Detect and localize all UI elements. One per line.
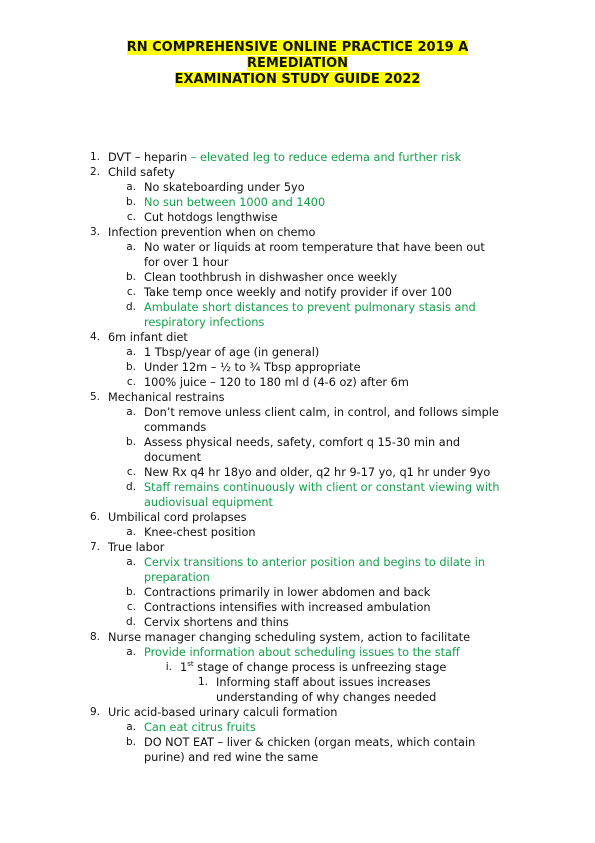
text-segment: understanding of why changes needed (216, 691, 437, 704)
text-segment: Contractions intensifies with increased ambulation (144, 601, 431, 614)
list-text (144, 720, 256, 735)
highlighted-answer-text: respiratory infections (144, 316, 265, 329)
list-text (144, 555, 485, 570)
list-marker: 1. (89, 151, 100, 163)
list-text (144, 525, 256, 540)
list-line (0, 150, 595, 165)
highlighted-answer-text: Can eat citrus fruits (144, 721, 256, 734)
list-marker: d. (125, 301, 136, 313)
list-text (144, 750, 318, 765)
list-line (0, 270, 595, 285)
text-segment: 1 Tbsp/year of age (in general) (144, 346, 320, 359)
text-segment: No water or liquids at room temperature that have been out (144, 241, 485, 254)
list-text (144, 450, 201, 465)
list-text (108, 165, 175, 180)
list-line (0, 180, 595, 195)
study-guide-list (0, 150, 595, 765)
list-line (0, 300, 595, 315)
list-marker: c. (126, 376, 136, 388)
text-segment: Take temp once weekly and notify provider if over 100 (144, 286, 452, 299)
list-line (0, 675, 595, 690)
text-segment: Child safety (108, 166, 175, 179)
list-line (0, 330, 595, 345)
list-line (0, 435, 595, 450)
list-text (144, 615, 289, 630)
list-marker: a. (126, 181, 136, 193)
list-text (180, 660, 446, 675)
list-line (0, 420, 595, 435)
list-text (108, 705, 337, 720)
list-line (0, 240, 595, 255)
list-text (144, 285, 452, 300)
list-marker: b. (125, 736, 136, 748)
list-line (0, 465, 595, 480)
list-marker: i. (165, 661, 172, 673)
highlighted-answer-text: No sun between 1000 and 1400 (144, 196, 326, 209)
list-text (144, 735, 475, 750)
list-text (108, 330, 188, 345)
list-line (0, 405, 595, 420)
list-text (144, 300, 476, 315)
text-segment: Don’t remove unless client calm, in control, and follows simple (144, 406, 499, 419)
list-line (0, 315, 595, 330)
text-segment: Nurse manager changing scheduling system, action to facilitate (108, 631, 471, 644)
list-line (0, 495, 595, 510)
text-segment: DVT – heparin (108, 151, 191, 164)
list-line (0, 255, 595, 270)
text-segment: True labor (108, 541, 165, 554)
list-line (0, 345, 595, 360)
list-text (144, 195, 325, 210)
list-line (0, 630, 595, 645)
list-text (144, 600, 431, 615)
list-text (144, 210, 278, 225)
title-line-1: RN COMPREHENSIVE ONLINE PRACTICE 2019 A (126, 40, 469, 55)
text-segment: Umbilical cord prolapses (108, 511, 247, 524)
list-text (144, 255, 229, 270)
list-line (0, 210, 595, 225)
text-segment: st (187, 660, 194, 669)
highlighted-answer-text: Ambulate short distances to prevent pulmonary stasis and (144, 301, 476, 314)
text-segment: Uric acid-based urinary calculi formation (108, 706, 338, 719)
list-line (0, 660, 595, 675)
text-segment: for over 1 hour (144, 256, 229, 269)
text-segment: New Rx q4 hr 18yo and older, q2 hr 9-17 yo, q1 hr under 9yo (144, 466, 491, 479)
list-line (0, 525, 595, 540)
list-text (108, 150, 461, 165)
list-marker: a. (126, 556, 136, 568)
text-segment: Knee-chest position (144, 526, 256, 539)
list-text (144, 570, 210, 585)
list-text (144, 270, 397, 285)
highlighted-answer-text: Provide information about scheduling issues to the staff (144, 646, 460, 659)
list-line (0, 390, 595, 405)
list-marker: 5. (89, 391, 100, 403)
text-segment: Mechanical restrains (108, 391, 225, 404)
text-segment: stage of change process is unfreezing stage (193, 661, 447, 674)
list-text (108, 540, 164, 555)
list-marker: c. (126, 211, 136, 223)
list-text (216, 690, 436, 705)
list-marker: b. (125, 361, 136, 373)
highlighted-answer-text: Cervix transitions to anterior position and begins to dilate in (144, 556, 486, 569)
highlighted-answer-text: preparation (144, 571, 210, 584)
list-text (144, 495, 273, 510)
list-marker: c. (126, 601, 136, 613)
list-line (0, 225, 595, 240)
list-marker: 4. (89, 331, 100, 343)
list-line (0, 705, 595, 720)
text-segment: Contractions primarily in lower abdomen and back (144, 586, 431, 599)
list-marker: a. (126, 526, 136, 538)
list-marker: a. (126, 406, 136, 418)
list-text (216, 675, 431, 690)
text-segment: commands (144, 421, 207, 434)
text-segment: DO NOT EAT – liver & chicken (organ meats, which contain (144, 736, 476, 749)
list-line (0, 450, 595, 465)
list-line (0, 285, 595, 300)
text-segment: purine) and red wine the same (144, 751, 319, 764)
highlighted-answer-text: audiovisual equipment (144, 496, 273, 509)
document-title (0, 40, 595, 88)
list-text (108, 510, 247, 525)
list-marker: 3. (89, 226, 100, 238)
list-marker: b. (125, 271, 136, 283)
text-segment: 100% juice – 120 to 180 ml d (4-6 oz) after 6m (144, 376, 409, 389)
list-line (0, 555, 595, 570)
text-segment: No skateboarding under 5yo (144, 181, 305, 194)
text-segment: Infection prevention when on chemo (108, 226, 316, 239)
title-line-3: EXAMINATION STUDY GUIDE 2022 (174, 72, 421, 87)
list-text (144, 345, 319, 360)
list-line (0, 690, 595, 705)
list-text (144, 180, 305, 195)
list-marker: 6. (89, 511, 100, 523)
list-marker: c. (126, 466, 136, 478)
text-segment: Cut hotdogs lengthwise (144, 211, 278, 224)
list-text (144, 465, 490, 480)
list-text (108, 225, 315, 240)
list-line (0, 600, 595, 615)
list-line (0, 570, 595, 585)
text-segment: 6m infant diet (108, 331, 188, 344)
list-line (0, 360, 595, 375)
list-text (144, 420, 206, 435)
text-segment: 1 (180, 661, 188, 674)
list-line (0, 195, 595, 210)
text-segment: document (144, 451, 201, 464)
list-marker: d. (125, 481, 136, 493)
list-marker: 7. (89, 541, 100, 553)
list-text (144, 480, 500, 495)
list-text (144, 315, 264, 330)
list-marker: c. (126, 286, 136, 298)
text-segment: Assess physical needs, safety, comfort q 15-30 min and (144, 436, 461, 449)
list-line (0, 480, 595, 495)
text-segment: Cervix shortens and thins (144, 616, 289, 629)
list-marker: 2. (89, 166, 100, 178)
list-text (144, 645, 460, 660)
list-line (0, 585, 595, 600)
list-marker: b. (125, 196, 136, 208)
list-marker: a. (126, 721, 136, 733)
text-segment: Clean toothbrush in dishwasher once weekly (144, 271, 398, 284)
list-line (0, 510, 595, 525)
list-marker: 9. (89, 706, 100, 718)
list-text (108, 630, 470, 645)
highlighted-answer-text: – elevated leg to reduce edema and further risk (190, 151, 462, 164)
list-marker: 1. (197, 676, 208, 688)
list-marker: d. (125, 616, 136, 628)
list-marker: b. (125, 586, 136, 598)
text-segment: Under 12m – ½ to ¾ Tbsp appropriate (144, 361, 361, 374)
list-text (144, 435, 460, 450)
list-text (108, 390, 225, 405)
list-marker: b. (125, 436, 136, 448)
list-text (144, 240, 485, 255)
title-line-2: REMEDIATION (246, 56, 349, 71)
list-line (0, 720, 595, 735)
list-line (0, 165, 595, 180)
text-segment: Informing staff about issues increases (216, 676, 431, 689)
list-marker: 8. (89, 631, 100, 643)
list-line (0, 735, 595, 750)
list-line (0, 540, 595, 555)
list-line (0, 375, 595, 390)
list-line (0, 645, 595, 660)
list-marker: a. (126, 241, 136, 253)
list-text (144, 405, 499, 420)
list-text (144, 585, 430, 600)
list-line (0, 750, 595, 765)
list-marker: a. (126, 346, 136, 358)
list-marker: a. (126, 646, 136, 658)
list-line (0, 615, 595, 630)
highlighted-answer-text: Staff remains continuously with client or constant viewing with (144, 481, 500, 494)
list-text (144, 375, 409, 390)
list-text (144, 360, 361, 375)
